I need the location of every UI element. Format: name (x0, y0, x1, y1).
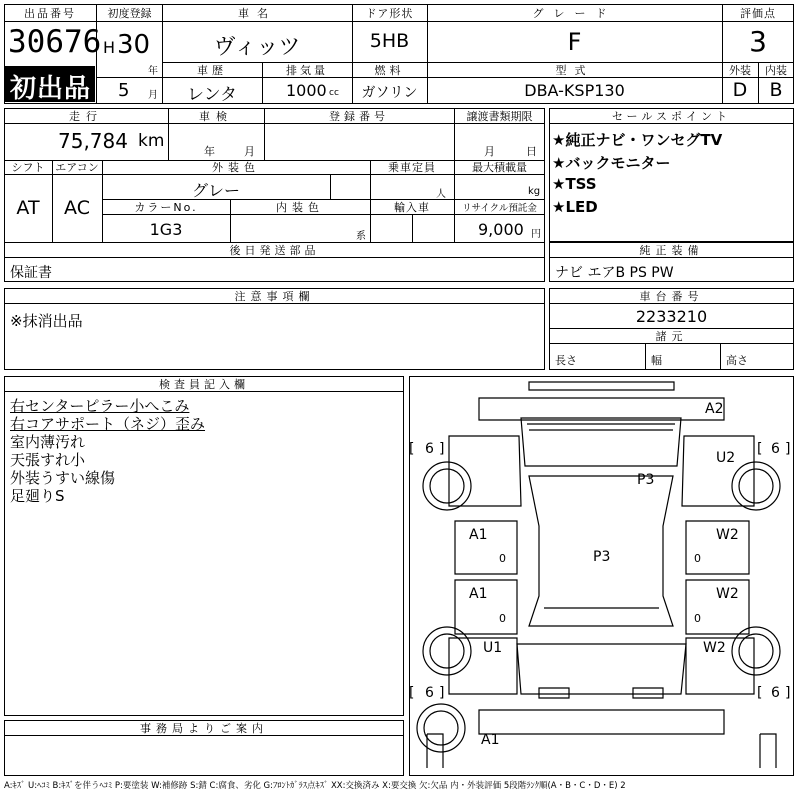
recycle: 9,000 (478, 220, 524, 239)
office-label: 事務局よりご案内 (140, 722, 268, 735)
era: H (103, 38, 116, 57)
inspector-line: 外装うすい線傷 (10, 469, 116, 487)
svg-text:]: ] (439, 441, 445, 457)
car-diagram (409, 376, 794, 776)
car-name-label: 車名 (238, 7, 276, 20)
zero-mark: 0 (499, 552, 506, 565)
tire-tread-lf: 6 (425, 441, 434, 457)
int-color-unit: 系 (356, 231, 366, 242)
mileage: 75,784 (58, 129, 128, 153)
interior-grade: B (769, 79, 783, 101)
zero-mark: 0 (694, 612, 701, 625)
capacity-label: 乗車定員 (388, 161, 436, 174)
car-name: ヴィッツ (213, 35, 301, 60)
svg-text:[: [ (757, 685, 763, 701)
color-label: 外装色 (212, 161, 260, 174)
svg-text:[: [ (409, 441, 415, 457)
damage-legend: A:ｷｽﾞ U:ﾍｺﾐ B:ｷｽﾞを伴うﾍｺﾐ P:要塗装 W:補修跡 S:錆 C:腐食、劣化 G:ﾌﾛﾝﾄｶﾞﾗｽ点ｷｽﾞ XX:交換済み X:要交換 欠:欠品 内・外装評価 5段階ﾗﾝｸ順(A・B・C・D・E) 2 (4, 781, 626, 791)
history-label: 車歴 (197, 64, 227, 77)
history: レンタ (187, 85, 237, 105)
tire-tread-rr: 6 (771, 685, 780, 701)
capacity-unit: 人 (436, 189, 446, 200)
shift-label: シフト (11, 161, 45, 174)
month-unit: 月 (148, 90, 158, 101)
ac: AC (64, 197, 90, 219)
inspector-label: 検査員記入欄 (159, 378, 249, 391)
notes-value: ※抹消出品 (10, 312, 83, 330)
equipment-value: ナビ エアB PS PW (555, 265, 674, 281)
inspector-line: 天張すれ小 (10, 451, 86, 469)
first-listing-text: 初出品 (10, 74, 92, 104)
rear-bumper-shape (479, 710, 724, 734)
score-label: 評価点 (740, 7, 776, 20)
height-label: 高さ (726, 354, 748, 367)
length-label: 長さ (555, 354, 577, 367)
inspector-line: 足廻りS (10, 487, 65, 505)
chassis-number: 2233210 (635, 307, 708, 326)
ac-label: エアコン (55, 161, 99, 174)
import-label: 輸入車 (394, 201, 430, 214)
exterior-grade: D (732, 79, 748, 101)
inspection-label: 車検 (199, 110, 233, 123)
mark-hood: P3 (637, 472, 655, 488)
later-parts-label: 後日発送部品 (229, 244, 320, 257)
reg-month: 5 (118, 80, 130, 101)
tire-tread-rf: 6 (771, 441, 780, 457)
reg-year: 30 (117, 30, 151, 60)
mark-rear-bumper: A1 (481, 732, 500, 748)
mark-front-bumper: A2 (705, 401, 724, 417)
door-type: 5HB (369, 30, 410, 52)
svg-text:]: ] (785, 441, 791, 457)
door-label: ドア形状 (365, 7, 414, 20)
inspection-year-unit: 年 (204, 145, 215, 158)
dims-label: 諸元 (655, 330, 688, 343)
lot-number: 30676 (8, 24, 102, 60)
svg-text:[: [ (409, 685, 415, 701)
inspection-month-unit: 月 (244, 145, 255, 158)
tire-tread-lr: 6 (425, 685, 434, 701)
model: DBA-KSP130 (524, 81, 625, 100)
width-label: 幅 (651, 354, 662, 367)
mileage-label: 走行 (69, 110, 103, 123)
later-parts: 保証書 (10, 265, 52, 281)
svg-text:]: ] (785, 685, 791, 701)
inspector-line: 室内薄汚れ (10, 433, 86, 451)
int-color-label: 内装色 (276, 201, 324, 214)
mark-right-front-fender: U2 (716, 450, 736, 466)
mark-right-front-door: W2 (716, 527, 739, 543)
svg-text:[: [ (757, 441, 763, 457)
mark-roof: P3 (593, 549, 611, 565)
notes-label: 注意事項欄 (234, 290, 315, 303)
transfer-month-unit: 月 (484, 145, 495, 158)
displacement-unit: cc (329, 88, 339, 98)
chassis-label: 車台番号 (639, 290, 704, 303)
equipment-label: 純正装備 (639, 244, 704, 257)
sales-points-label: セールスポイント (611, 110, 731, 123)
recycle-unit: 円 (531, 229, 541, 240)
mileage-unit: km (138, 131, 165, 151)
sales-point-item: ★純正ナビ・ワンセグTV (552, 131, 723, 149)
mark-left-rear-door: A1 (469, 586, 488, 602)
color-no-label: カラーNo. (134, 201, 198, 214)
fuel: ガソリン (361, 85, 418, 101)
exterior-label: 外装 (729, 64, 751, 77)
first-reg-label: 初度登録 (107, 7, 152, 20)
inspector-line: 右コアサポート（ネジ）歪み (10, 415, 206, 433)
interior-label: 内装 (765, 64, 787, 77)
shift: AT (16, 197, 40, 219)
mark-left-quarter: U1 (483, 640, 503, 656)
color: グレー (191, 181, 240, 200)
displacement: 1000 (286, 81, 327, 100)
inspector-line: 右センターピラー小へこみ (10, 397, 190, 415)
load-unit: kg (528, 186, 541, 197)
color-no: 1G3 (149, 220, 183, 239)
grade-label: グレード (532, 7, 617, 20)
lot-label: 出品番号 (24, 7, 76, 20)
score: 3 (749, 25, 767, 58)
fuel-label: 燃料 (374, 64, 405, 77)
reg-no-label: 登録番号 (329, 110, 389, 123)
year-unit: 年 (148, 66, 158, 77)
sales-point-item: ★LED (552, 198, 598, 216)
zero-mark: 0 (694, 552, 701, 565)
transfer-label: 譲渡書類期限 (466, 110, 533, 123)
displacement-label: 排気量 (286, 64, 328, 77)
mark-right-quarter: W2 (703, 640, 726, 656)
sales-point-item: ★TSS (552, 175, 597, 193)
transfer-day-unit: 日 (526, 145, 537, 158)
recycle-label: リサイクル預託金 (462, 203, 537, 214)
mark-right-rear-door: W2 (716, 586, 739, 602)
svg-text:]: ] (439, 685, 445, 701)
load-label: 最大積載量 (472, 161, 527, 174)
hood-shape (521, 418, 681, 466)
mark-left-front-door: A1 (469, 527, 488, 543)
front-bumper-shape (479, 398, 724, 420)
model-label: 型式 (555, 64, 594, 77)
sales-point-item: ★バックモニター (552, 154, 671, 172)
grade: F (567, 28, 582, 56)
zero-mark: 0 (499, 612, 506, 625)
